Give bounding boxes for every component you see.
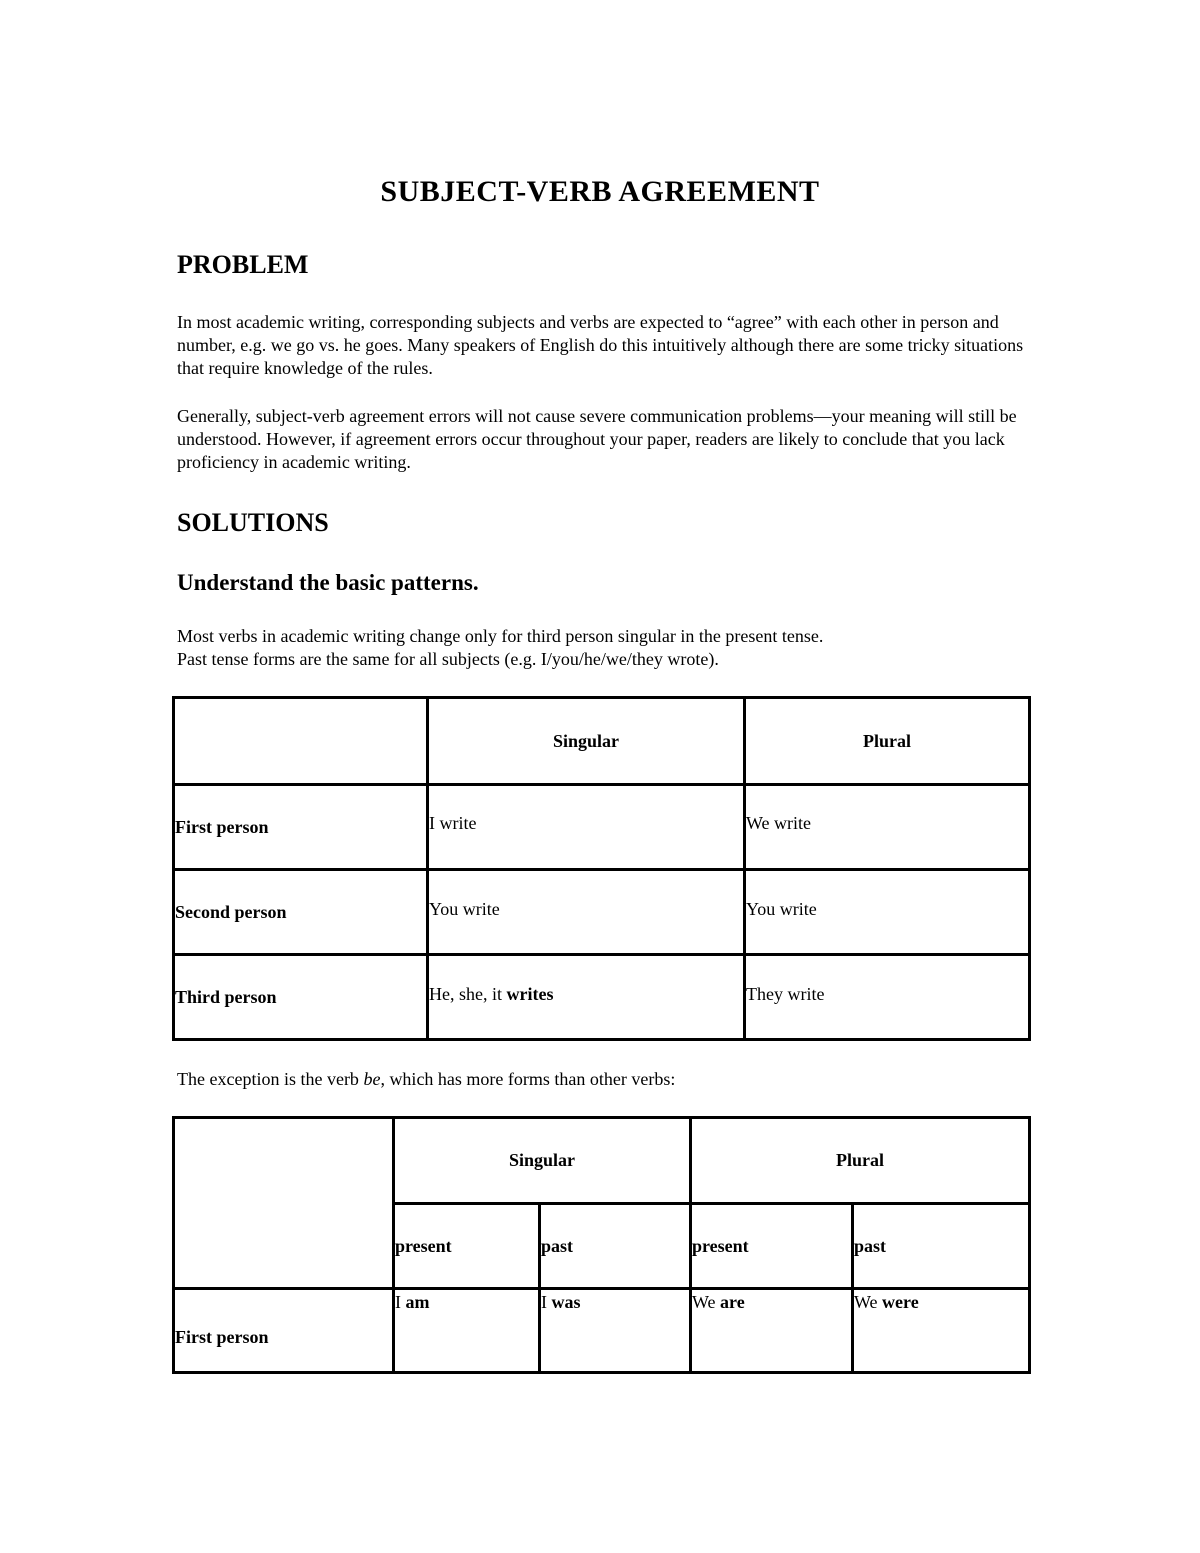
- solutions-subheading: Understand the basic patterns.: [177, 570, 479, 595]
- cell-second-singular: You write: [428, 870, 745, 955]
- cell-verb: am: [405, 1292, 430, 1312]
- exception-prefix: The exception is the verb: [177, 1069, 364, 1089]
- cell-sing-past: [540, 1289, 691, 1373]
- table-header-row: [174, 698, 1030, 785]
- row-label-second-person: Second person: [174, 870, 428, 955]
- basic-patterns-table: [172, 696, 1031, 1041]
- row-label-third-person: Third person: [174, 955, 428, 1040]
- cell-second-plural: You write: [745, 870, 1030, 955]
- page-title: SUBJECT-VERB AGREEMENT: [380, 175, 820, 208]
- subheader-singular-present: present: [394, 1204, 540, 1289]
- subheader-plural-past: past: [853, 1204, 1030, 1289]
- cell-prefix: I: [541, 1292, 552, 1312]
- row-label-first-person: First person: [174, 1289, 394, 1373]
- solutions-intro-line-2: Past tense forms are the same for all subjects (e.g. I/you/he/we/they wrote).: [177, 649, 719, 669]
- subheader-plural-present: present: [691, 1204, 853, 1289]
- problem-heading: PROBLEM: [177, 250, 309, 279]
- column-header-plural: Plural: [691, 1118, 1030, 1204]
- cell-prefix: I: [395, 1292, 406, 1312]
- exception-verb: be: [363, 1069, 381, 1089]
- cell-plur-present: [691, 1289, 853, 1373]
- solutions-heading: SOLUTIONS: [177, 508, 329, 537]
- table-row: [174, 1289, 1030, 1373]
- cell-prefix: We: [854, 1292, 883, 1312]
- subheader-singular-past: past: [540, 1204, 691, 1289]
- cell-verb: were: [882, 1292, 919, 1312]
- table-header-row: [174, 1118, 1030, 1204]
- cell-first-singular: I write: [428, 785, 745, 870]
- table-row: [174, 785, 1030, 870]
- row-label-first-person: First person: [174, 785, 428, 870]
- cell-third-singular-verb: writes: [506, 983, 554, 1004]
- cell-sing-present: [394, 1289, 540, 1373]
- cell-third-plural: They write: [745, 955, 1030, 1040]
- problem-paragraph-2: Generally, subject-verb agreement errors will not cause severe communication problems—your meaning will still be understood. However, if agreement errors occur throughout your paper, readers are likely to conclude that you lack proficiency in academic writing.: [177, 406, 1017, 472]
- table-row: [174, 955, 1030, 1040]
- solutions-intro-line-1: Most verbs in academic writing change only for third person singular in the present tense.: [177, 626, 824, 646]
- table-corner-cell: [174, 1118, 394, 1289]
- cell-plur-past: [853, 1289, 1030, 1373]
- cell-verb: was: [551, 1292, 581, 1312]
- cell-prefix: We: [692, 1292, 721, 1312]
- cell-first-plural: We write: [745, 785, 1030, 870]
- exception-sentence: [177, 1068, 1027, 1091]
- cell-third-singular-prefix: He, she, it: [429, 983, 507, 1004]
- column-header-singular: Singular: [428, 698, 745, 785]
- problem-paragraph-1: In most academic writing, corresponding subjects and verbs are expected to “agree” with each other in person and number, e.g. we go vs. he goes. Many speakers of English do this intuitively although there are some tricky situations that require knowledge of the rules.: [177, 312, 1024, 378]
- cell-third-singular: [428, 955, 745, 1040]
- table-corner-cell: [174, 698, 428, 785]
- cell-verb: are: [720, 1292, 745, 1312]
- column-header-singular: Singular: [394, 1118, 691, 1204]
- table-row: [174, 870, 1030, 955]
- column-header-plural: Plural: [745, 698, 1030, 785]
- exception-suffix: , which has more forms than other verbs:: [380, 1069, 676, 1089]
- solutions-intro: [177, 625, 1027, 671]
- verb-be-table: [172, 1116, 1031, 1374]
